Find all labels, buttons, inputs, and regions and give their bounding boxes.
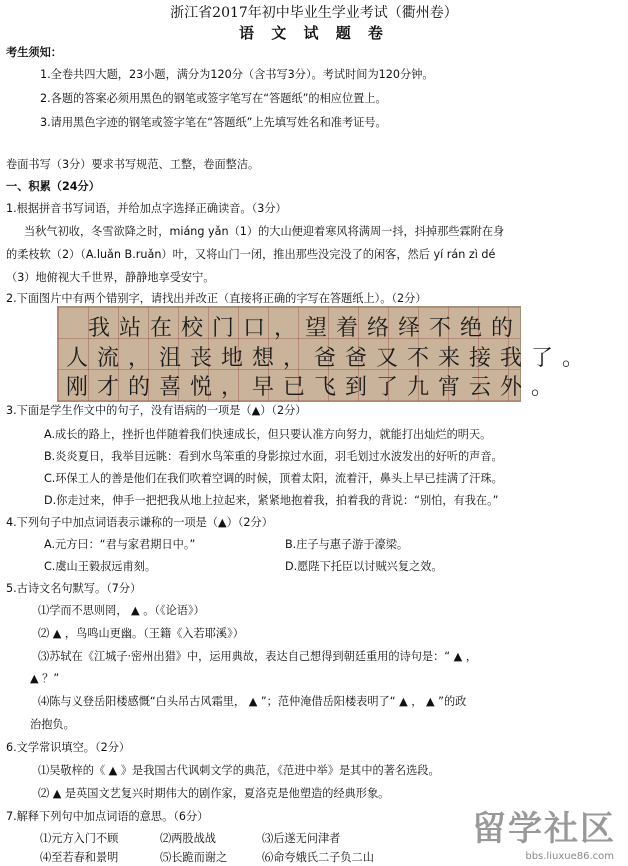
q3-option: C.环保工人的善是他们在我们吹着空调的时候，顶着太阳，流着汗，鼻头上早已挂满了汗珠。 (44, 472, 503, 485)
exam-title: 浙江省2017年初中毕业生学业考试（衢州卷） (170, 5, 458, 21)
q7-item: ⑴元方入门不顾 (40, 832, 119, 845)
q1-text: 当秋气初收，冬雪欲降之时，miáng yǎn（1）的大山便迎着寒风将满周一抖，抖掉那些霖附在身 (24, 225, 505, 238)
q6-line: ⑴吴敬梓的《 ▲ 》是我国古代讽刺文学的典范，《范进中举》是其中的著名选段。 (38, 764, 440, 777)
q7-item: ⑸长跪而谢之 (160, 851, 228, 864)
q4-option: D.愿陛下托臣以讨贼兴复之效。 (285, 560, 443, 573)
q7-item: ⑶后遂无问津者 (262, 832, 341, 845)
handwriting-line: 我站在校门口，望着络绎不绝的 (88, 316, 523, 341)
notice-item: 2.各题的答案必须用黑色的钢笔或签字笔写在“答题纸”的相应位置上。 (40, 92, 387, 105)
notice-item: 3.请用黑色字迹的钢笔或签字笔在“答题纸”上先填写姓名和准考证号。 (40, 116, 387, 129)
handwriting-line: 人流，沮丧地想，爸爸又不来接我了。 (66, 346, 594, 371)
q3-option: B.炎炎夏日，我举目远眺：看到水鸟笨重的身影掠过水面，羽毛划过水波发出的好听的声音。 (44, 450, 503, 463)
q5-line: 治抱负。 (30, 718, 75, 731)
q7-item: ⑵两股战战 (160, 832, 216, 845)
writing-requirement: 卷面书写（3分）要求书写规范、工整，卷面整洁。 (6, 158, 260, 171)
q3-stem: 3.下面是学生作文中的句子，没有语病的一项是（▲）（2分） (6, 404, 307, 417)
q5-line: ▲ ？” (30, 672, 60, 685)
q6-stem: 6.文学常识填空。（2分） (6, 741, 131, 754)
handwriting-image (57, 306, 594, 402)
q5-line: ⑷陈与义登岳阳楼感慨“白头吊古风霜里， ▲ ”；范仲淹借岳阳楼表明了“ ▲ ， ▲ ”的政 (38, 695, 467, 708)
q7-stem: 7.解释下列句中加点词语的意思。（6分） (6, 810, 209, 823)
q4-stem: 4.下列句子中加点词语表示谦称的一项是（▲）（2分） (6, 516, 273, 529)
q4-option: B.庄子与惠子游于濠梁。 (285, 538, 409, 551)
q1-text: 的柔枝软（2）（A.luǎn B.ruǎn）叶，又将山门一闭，推出那些没完没了的闲客，然后 yí rán zì dé (6, 248, 496, 261)
q4-option: A.元方曰：“君与家君期日中。” (44, 538, 196, 551)
q2-stem: 2.下面图片中有两个错别字，请找出并改正（直接将正确的字写在答题纸上）。（2分） (6, 292, 427, 305)
q1-text: （3）地俯视大千世界，静静地享受安宁。 (6, 271, 215, 284)
watermark-url: bbs.liuxue86.com (525, 851, 614, 862)
exam-subtitle: 语 文 试 题 卷 (239, 24, 389, 42)
notice-heading: 考生须知： (6, 46, 62, 59)
notice-item: 1.全卷共四大题，23小题，满分为120分（含书写3分）。考试时间为120分钟。 (40, 68, 434, 81)
q5-line: ⑵ ▲ ，鸟鸣山更幽。（王籍《入若耶溪》） (38, 627, 244, 640)
q6-line: ⑵ ▲ 是英国文艺复兴时期伟大的剧作家，夏洛克是他塑造的经典形象。 (38, 787, 390, 800)
q1-stem: 1.根据拼音书写词语，并给加点字选择正确读音。（3分） (6, 202, 287, 215)
q7-item: ⑷至若春和景明 (40, 851, 119, 864)
q5-line: ⑶苏轼在《江城子·密州出猎》中，运用典故，表达自己想得到朝廷重用的诗句是：“ ▲ ， (38, 650, 478, 663)
section-heading: 一、积累（24分） (6, 180, 100, 193)
q5-stem: 5.古诗文名句默写。（7分） (6, 582, 142, 595)
q3-option: A.成长的路上，挫折也伴随着我们快速成长，但只要认准方向努力，就能打出灿烂的明天。 (44, 428, 492, 441)
watermark-logo: 留学社区 (472, 809, 616, 849)
q4-option: C.虞山王毅叔远甫刻。 (44, 560, 157, 573)
q5-line: ⑴学而不思则罔， ▲ 。（《论语》） (38, 604, 205, 617)
q7-item: ⑹命夸娥氏二子负二山 (262, 851, 374, 864)
q3-option: D.你走过来，伸手一把把我从地上拉起来，紧紧地抱着我，拍着我的背说：“别怕，有我在。” (44, 494, 499, 507)
handwriting-line: 刚才的喜悦，早已飞到了九宵云外。 (66, 375, 563, 400)
